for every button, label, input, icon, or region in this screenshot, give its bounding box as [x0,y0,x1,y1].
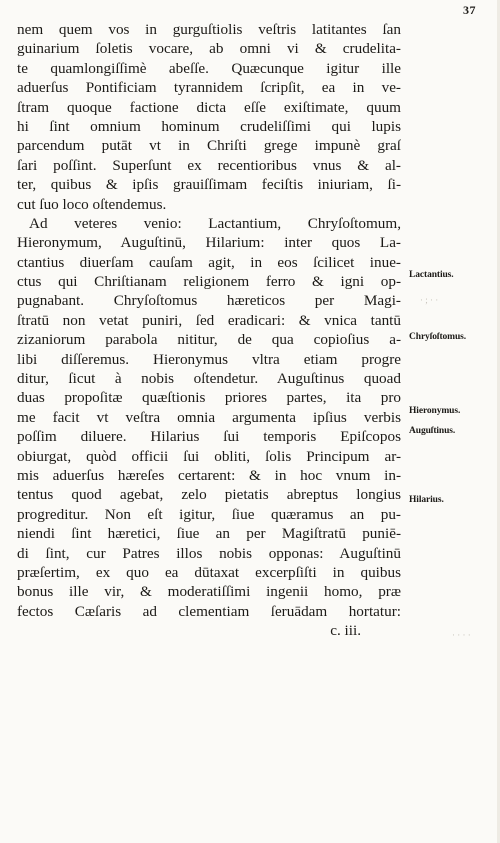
page-number: 37 [463,3,476,17]
catchword: c. iii. [330,622,361,640]
margin-note-hilarius: Hilarius. [409,495,444,505]
text-line: progreditur. Non eſt igitur, ſiue quæramus an pu- [17,505,401,523]
text-line: nem quem vos in gurguſtiolis veſtris latitantes ſan [17,21,401,38]
text-line: cut ſuo loco oſtendemus. [17,195,167,213]
text-line: ditur, ſicut à nobis oſtendetur. Auguſtinus quoad [17,370,401,388]
text-line: præſertim, ex quo ea dūtaxat excerpſiſti in quibus [17,563,401,581]
text-line: ſtratū non vetat puniri, ſed eradicari: & vnica tantū [17,311,401,329]
text-line: parcendum putāt vt in Chriſti grege impunè graſ [17,137,401,155]
text-line: hi ſint omnium hominum crudeliſſimi qui lupis [17,117,401,135]
show-through-mark: · · · · [452,630,471,640]
text-line: fectos Cæſaris ad clementiam ſeruādam hortatur: [17,602,401,620]
text-line: bonus ille vir, & moderatiſſimi ingenii homo, præ [17,583,401,601]
text-line: poſſim diluere. Hilarius ſui temporis Epiſcopos [17,428,401,446]
margin-note-lactantius: Lactantius. [409,270,454,280]
text-line: guinarium ſoletis vocare, ab omni vi & crudelita- [17,40,401,58]
text-line: ctus qui Chriſtianam religionem ferro & igni op- [17,273,401,291]
text-line: ſari poſſint. Superſunt ex recentioribus vnus & al- [17,156,401,174]
paragraph-start-line: Ad veteres venio: Lactantium, Chryſoſtomum, [29,214,401,232]
text-line: niendi ſint hæretici, ſiue an per Magiſtratū puniē- [17,525,401,543]
margin-note-chrysostomus: Chryſoſtomus. [409,332,467,342]
text-line: tentus quod agebat, zelo pietatis abreptus longius [17,486,401,504]
text-line: me facit vt veſtra omnia argumenta ipſius verbis [17,408,401,426]
text-line: zizaniorum parabola nititur, de qua copioſius a- [17,331,401,349]
text-line: ter, quibus & ipſis grauiſſimam feciſtis iniuriam, ſi- [17,176,401,194]
text-line: ſtram quoque factione dicta eſſe exiſtimate, quum [17,98,401,116]
text-line: obiurgat, quòd officii ſui obliti, ſolis Principum ar- [17,447,401,465]
margin-note-augustinus: Auguſtinus. [409,426,456,436]
text-line: te quamlongiſſimè abeſſe. Quæcunque igitur ille [17,59,401,77]
text-line: duas propoſitæ quæſtionis priores partes, ita pro [17,389,401,407]
text-line: libi diſſeremus. Hieronymus vltra etiam progre [17,350,401,368]
main-text-block [17,20,401,641]
text-line: pugnabant. Chryſoſtomus hæreticos per Magi- [17,292,401,310]
text-line: ctantius diuerſam cauſam agit, in eos ſcilicet inue- [17,253,401,271]
show-through-mark: · ; · · [420,295,439,305]
text-line: mis aduerſus hæreſes certarent: & in hoc vnum in- [17,466,401,484]
text-line: di ſint, cur Patres illos nobis opponas: Auguſtinū [17,544,401,562]
text-line: aduerſus Pontificiam tyrannidem ſcripſit, ea in ve- [17,79,401,97]
text-line: Hieronymum, Auguſtinū, Hilarium: inter quos La- [17,234,401,252]
margin-note-hieronymus: Hieronymus. [409,406,461,416]
